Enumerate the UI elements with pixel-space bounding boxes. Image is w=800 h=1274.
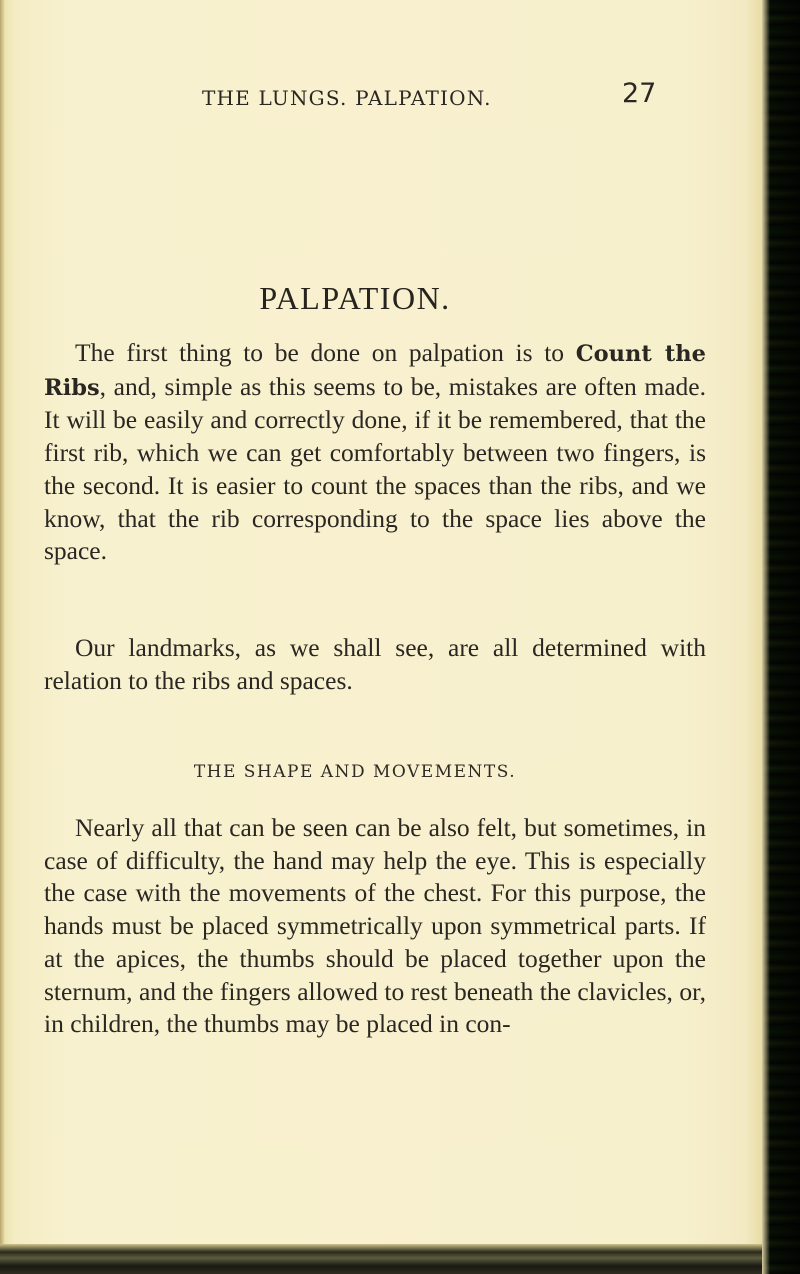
section-title: PALPATION.	[259, 280, 451, 316]
count-the-ribs-emphasis: Count the Ribs	[44, 341, 706, 401]
paragraph-shape-movements: Nearly all that can be seen can be also felt, but sometimes, in case of difficulty, the hand may help the eye. This is especially the case with the movements of the chest. For this purpose, the hands must be placed symmetrically upon symmetrical parts. If at the apices, the thumbs should be placed together upon the sternum, and the fingers allowed to rest beneath the clavicles, or, in children, the thumbs may be placed in con-	[44, 813, 706, 1039]
paragraph-count-ribs	[44, 337, 706, 568]
subsection-title: THE SHAPE AND MOVEMENTS.	[193, 762, 517, 782]
paragraph-1-start: The first thing to be done on palpation is to	[75, 338, 576, 367]
page-bottom-edge	[0, 1244, 762, 1274]
paragraph-landmarks: Our landmarks, as we shall see, are all determined with relation to the ribs and spaces.	[44, 633, 706, 695]
book-binding-edge	[762, 0, 800, 1274]
page-gutter-shadow	[0, 0, 5, 1274]
page-number: 27	[622, 78, 657, 109]
paragraph-1-end: , and, simple as this seems to be, mistakes are often made. It will be easily and correctly done, if it be remembered, that the first rib, which we can get comfortably between two fingers, is the second. It is easier to count the spaces than the ribs, and we know, that the rib corresponding to the space lies above the space.	[44, 371, 706, 566]
running-title: THE LUNGS. PALPATION.	[202, 86, 492, 110]
running-head	[0, 78, 762, 118]
